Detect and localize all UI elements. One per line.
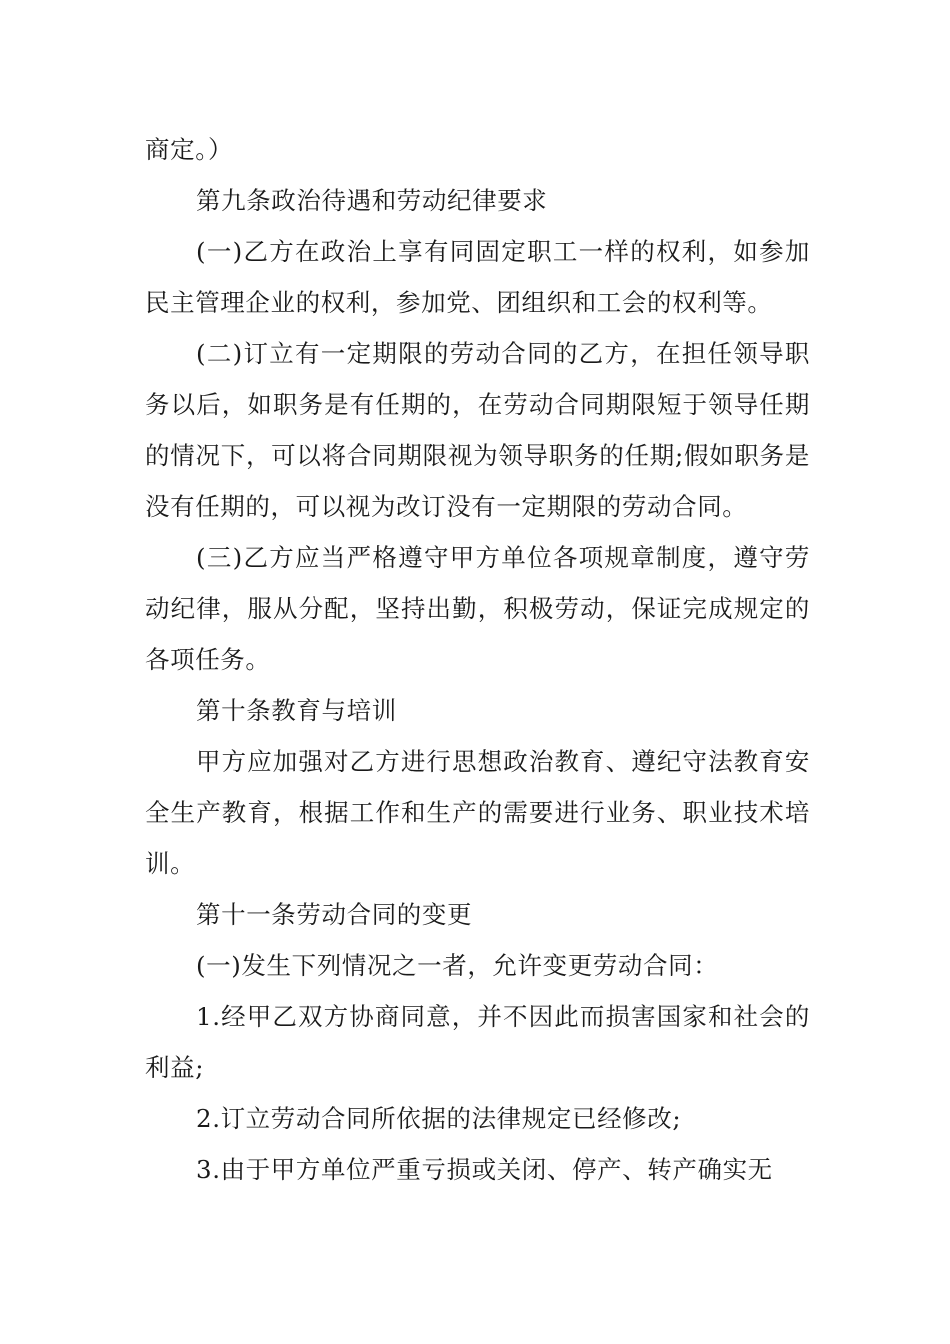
article-10-heading: 第十条教育与培训 [196, 696, 397, 725]
article-9-heading: 第九条政治待遇和劳动纪律要求 [196, 186, 548, 215]
article-10-body: 甲方应加强对乙方进行思想政治教育、遵纪守法教育安全生产教育，根据工作和生产的需要进行业务、职业技术培训。 [145, 747, 810, 878]
article-11-item-1: 1.经甲乙双方协商同意，并不因此而损害国家和社会的利益; [145, 1002, 810, 1082]
article-9-clause-2: (二)订立有一定期限的劳动合同的乙方，在担任领导职务以后，如职务是有任期的，在劳动合同期限短于领导任期的情况下，可以将合同期限视为领导职务的任期;假如职务是没有任期的，可以视为改订没有一定期限的劳动合同。 [145, 339, 810, 521]
article-9-clause-3: (三)乙方应当严格遵守甲方单位各项规章制度，遵守劳动纪律，服从分配，坚持出勤，积极劳动，保证完成规定的各项任务。 [145, 543, 810, 674]
article-11-item-2: 2.订立劳动合同所依据的法律规定已经修改; [196, 1104, 682, 1133]
article-11-item-3: 3.由于甲方单位严重亏损或关闭、停产、转产确实无 [196, 1155, 773, 1184]
document-body [145, 124, 810, 1195]
paragraph-continuation: 商定。） [145, 135, 234, 164]
article-11-heading: 第十一条劳动合同的变更 [196, 900, 473, 929]
article-9-clause-1: (一)乙方在政治上享有同固定职工一样的权利，如参加民主管理企业的权利，参加党、团组织和工会的权利等。 [145, 237, 810, 317]
article-11-clause-1: (一)发生下列情况之一者，允许变更劳动合同： [196, 951, 719, 980]
